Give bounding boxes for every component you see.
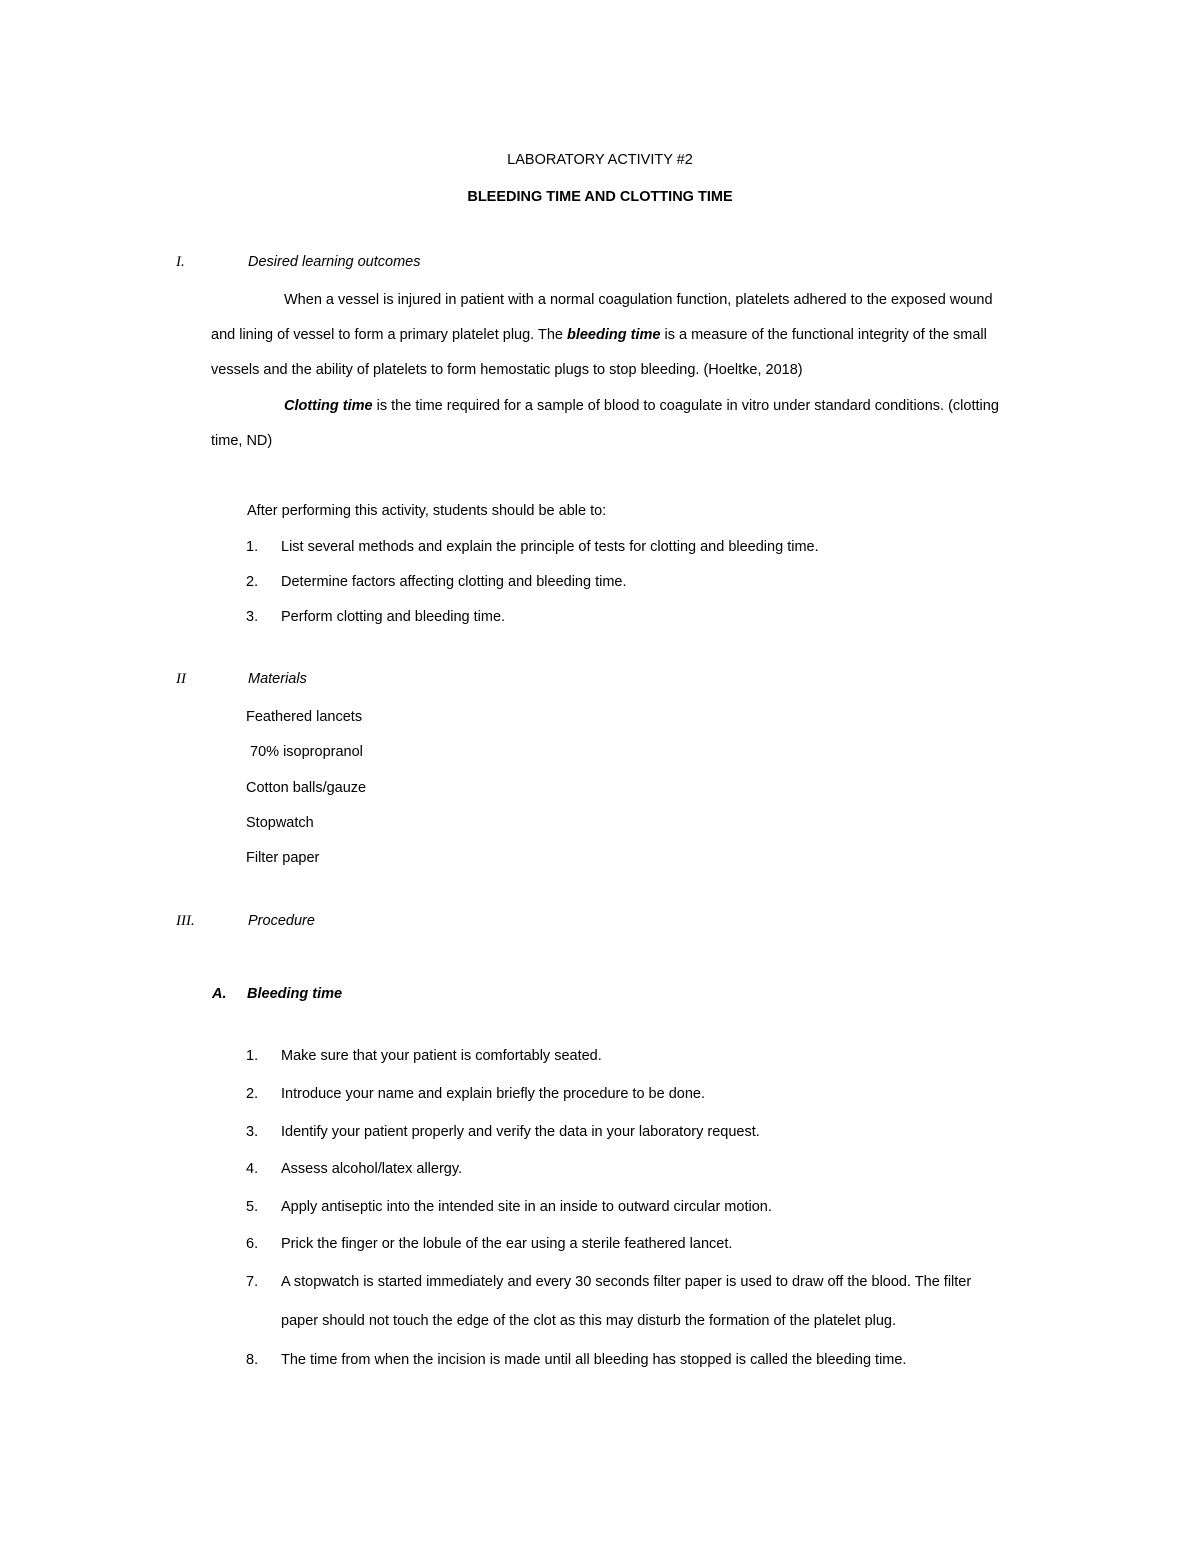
material-item: Feathered lancets <box>246 709 363 725</box>
outcome-number: 1. <box>246 539 259 555</box>
step-text: The time from when the incision is made until all bleeding has stopped is called the bleeding time. <box>281 1352 907 1368</box>
paragraph-1-text: is a measure of the functional integrity of the small <box>660 327 987 343</box>
procedure-step <box>246 1123 760 1141</box>
paragraph-1-line-2 <box>211 326 987 344</box>
section-2-heading: Materials <box>248 671 307 687</box>
step-number: 6. <box>246 1236 259 1252</box>
procedure-step-continuation: paper should not touch the edge of the clot as this may disturb the formation of the platelet plug. <box>281 1313 897 1329</box>
outcome-item <box>246 538 819 556</box>
step-text: Introduce your name and explain briefly the procedure to be done. <box>281 1086 705 1102</box>
step-number: 5. <box>246 1199 259 1215</box>
outcome-text: List several methods and explain the principle of tests for clotting and bleeding time. <box>281 539 819 555</box>
paragraph-2-line-2: time, ND) <box>211 433 273 449</box>
material-item: Stopwatch <box>246 815 314 831</box>
section-1-heading: Desired learning outcomes <box>248 254 421 270</box>
step-text: Identify your patient properly and verify the data in your laboratory request. <box>281 1124 760 1140</box>
section-2-numeral: II <box>176 671 186 687</box>
step-number: 7. <box>246 1274 259 1290</box>
outcome-number: 3. <box>246 609 259 625</box>
outcome-text: Determine factors affecting clotting and bleeding time. <box>281 574 627 590</box>
subsection-title: Bleeding time <box>247 986 343 1002</box>
section-3-numeral: III. <box>176 913 195 929</box>
clotting-time-term: Clotting time <box>284 398 373 414</box>
activity-title: LABORATORY ACTIVITY #2 <box>507 152 693 168</box>
paragraph-2-text: is the time required for a sample of blood to coagulate in vitro under standard conditions. (clotting <box>372 398 999 414</box>
paragraph-2-line-1 <box>284 397 999 415</box>
step-number: 1. <box>246 1048 259 1064</box>
outcomes-intro: After performing this activity, students should be able to: <box>247 503 607 519</box>
subsection-letter: A. <box>212 986 227 1002</box>
step-text: Make sure that your patient is comfortably seated. <box>281 1048 602 1064</box>
procedure-step <box>246 1085 705 1103</box>
material-item: Cotton balls/gauze <box>246 780 367 796</box>
step-number: 2. <box>246 1086 259 1102</box>
outcome-number: 2. <box>246 574 259 590</box>
step-text: Apply antiseptic into the intended site in an inside to outward circular motion. <box>281 1199 772 1215</box>
procedure-step <box>246 1047 602 1065</box>
step-number: 4. <box>246 1161 259 1177</box>
outcome-item <box>246 608 505 626</box>
step-text: Assess alcohol/latex allergy. <box>281 1161 463 1177</box>
procedure-step <box>246 1198 772 1216</box>
material-item: 70% isopropranol <box>246 744 363 760</box>
paragraph-1-line-1: When a vessel is injured in patient with a normal coagulation function, platelets adhered to the exposed wound <box>284 292 993 308</box>
paragraph-1-text: and lining of vessel to form a primary platelet plug. The <box>211 327 567 343</box>
step-number: 8. <box>246 1352 259 1368</box>
document-title: BLEEDING TIME AND CLOTTING TIME <box>467 189 733 205</box>
procedure-step <box>246 1160 462 1178</box>
bleeding-time-term: bleeding time <box>566 327 661 343</box>
section-3-heading: Procedure <box>248 913 315 929</box>
outcome-text: Perform clotting and bleeding time. <box>281 609 506 625</box>
outcome-item <box>246 573 627 591</box>
step-number: 3. <box>246 1124 259 1140</box>
material-item: Filter paper <box>246 850 320 866</box>
procedure-step <box>246 1351 906 1369</box>
step-text: A stopwatch is started immediately and every 30 seconds filter paper is used to draw off the blood. The filter <box>281 1274 972 1290</box>
procedure-step <box>246 1235 732 1253</box>
section-1-numeral: I. <box>176 254 185 270</box>
procedure-step <box>246 1273 971 1291</box>
step-text: Prick the finger or the lobule of the ear using a sterile feathered lancet. <box>281 1236 733 1252</box>
paragraph-1-line-3: vessels and the ability of platelets to form hemostatic plugs to stop bleeding. (Hoeltke, 2018) <box>211 362 803 378</box>
